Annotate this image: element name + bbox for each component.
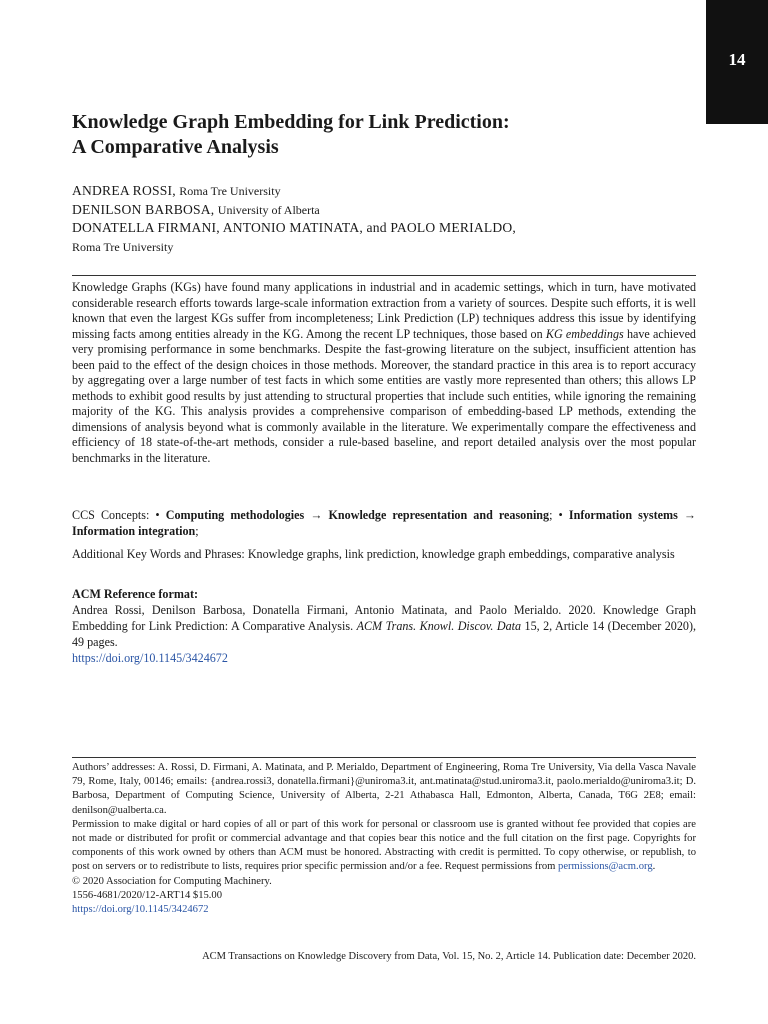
author-line-3	[72, 219, 672, 238]
author-names: DONATELLA FIRMANI, ANTONIO MATINATA, and PAOLO MERIALDO,	[72, 220, 516, 235]
title-line-2: A Comparative Analysis	[72, 136, 279, 158]
author-affiliation: Roma Tre University	[72, 239, 174, 254]
article-number: 14	[728, 50, 746, 69]
acm-reference	[72, 586, 696, 666]
ccs-concept-1: Computing methodologies → Knowledge representation and reasoning	[165, 508, 550, 522]
author-names: DENILSON BARBOSA,	[72, 201, 215, 217]
permission-notice: Permission to make digital or hard copies of all or part of this work for personal or classroom use is granted without fee provided that copies are not made or distributed for profit or commercial advantage and that copies bear this notice and the full citation on the first page. Copyrights for components of this work owned by others than ACM must be honored. Abstracting with credit is permitted. To copy otherwise, or republish, to post on servers or to redistribute to lists, requires prior specific permission and/or a fee. Request permissions from permissions@acm.org.	[72, 818, 696, 873]
ccs-concepts	[72, 507, 696, 539]
abstract-divider	[72, 275, 696, 276]
reference-journal: ACM Trans. Knowl. Discov. Data	[356, 619, 522, 633]
author-names: ANDREA ROSSI,	[72, 183, 176, 198]
abstract	[72, 280, 696, 466]
ccs-concept-2: Information systems → Information integration	[72, 508, 696, 538]
footnote-divider	[72, 757, 696, 758]
footnote-doi-link[interactable]: https://doi.org/10.1145/3424672	[72, 904, 209, 916]
title-line-1: Knowledge Graph Embedding for Link Prediction:	[72, 111, 510, 133]
reference-doi-link[interactable]: https://doi.org/10.1145/3424672	[72, 651, 228, 665]
ccs-separator: ; •	[549, 508, 569, 522]
author-addresses: Authors’ addresses: A. Rossi, D. Firmani, A. Matinata, and P. Merialdo, Department of Engineering, Roma Tre University, Via della Vasca Navale 79, Rome, Italy, 00146; emails: {andrea.rossi3, donatella.firmani}@uniroma3.it, ant.matinata@stud.uniroma3.it, paolo.merialdo@uniroma3.it; D. Barbosa, Department of Computing Science, University of Alberta, 2-21 Athabasca Hall, Edmonton, Alberta, Canada, T6G 2E8; email: denilson@ualberta.ca.	[72, 762, 696, 816]
reference-text: Andrea Rossi, Denilson Barbosa, Donatella Firmani, Antonio Matinata, and Paolo Merialdo. 2020. Knowledge Graph Embedding for Link Prediction: A Comparative Analysis. ACM Trans. Knowl. Discov. Data 15, 2, Article 14 (December 2020), 49 pages.	[72, 603, 696, 649]
article-number-tab	[706, 0, 768, 124]
ccs-end: ;	[195, 524, 199, 538]
keywords: Additional Key Words and Phrases: Knowledge graphs, link prediction, knowledge graph embeddings, comparative analysis	[72, 547, 675, 561]
footnote	[72, 761, 696, 917]
author-affiliation: Roma Tre University	[179, 184, 281, 198]
abstract-emphasis: KG embeddings	[545, 326, 624, 341]
copyright: © 2020 Association for Computing Machinery.	[72, 875, 272, 887]
author-list	[72, 182, 672, 256]
permissions-email-link[interactable]: permissions@acm.org	[558, 861, 653, 873]
author-line-4	[72, 238, 672, 257]
author-line-2	[72, 201, 672, 220]
abstract-text-2: have achieved very promising performance in some benchmarks. Despite the fast-growing literature on the subject, insufficient attention has been paid to the effect of the design choices in those methods. Moreover, the standard practice in this area is to report accuracy by aggregating over a large number of test facts in which some entities are vastly more represented than others; this allows LP methods to exhibit good results by just attending to structural properties that include such entities, while ignoring the remaining majority of the KG. This analysis provides a comprehensive comparison of embedding-based LP methods, extending the dimensions of analysis beyond what is commonly available in the literature. We experimentally compare the effectiveness and efficiency of 18 state-of-the-art methods, consider a rule-based baseline, and report detailed analysis over the most popular benchmarks in the literature.	[72, 326, 696, 465]
issn: 1556-4681/2020/12-ART14 $15.00	[72, 889, 223, 901]
paper-title	[72, 110, 632, 160]
abstract-text-1: Knowledge Graphs (KGs) have found many applications in industrial and in academic settings, which in turn, have motivated considerable research efforts towards large-scale information extraction from a variety of sources. Despite such efforts, it is well known that even the largest KGs suffer from incompleteness; Link Prediction (LP) techniques address this issue by identifying missing facts among entities already in the KG. Among the recent LP techniques, those based on	[72, 280, 696, 341]
reference-heading: ACM Reference format:	[72, 587, 199, 601]
author-affiliation: University of Alberta	[217, 202, 320, 217]
author-line-1	[72, 182, 672, 201]
ccs-label: CCS Concepts: •	[72, 508, 166, 522]
page-footer: ACM Transactions on Knowledge Discovery from Data, Vol. 15, No. 2, Article 14. Publication date: December 2020.	[202, 951, 696, 962]
